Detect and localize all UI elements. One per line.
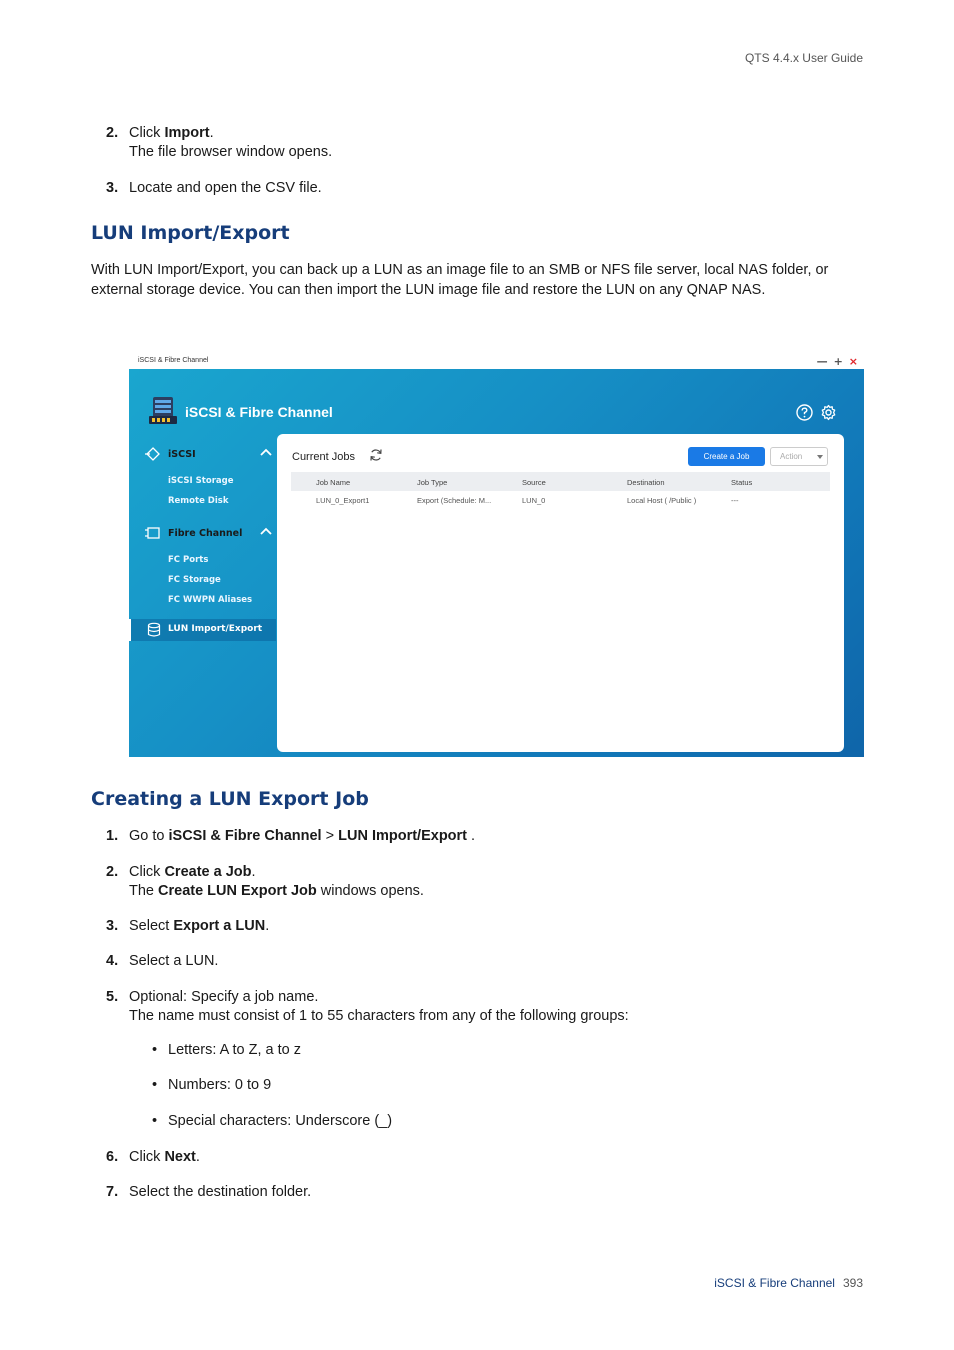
fibre-channel-icon <box>145 526 161 540</box>
minimize-icon[interactable]: — <box>816 355 828 368</box>
step-number: 1. <box>106 828 119 844</box>
step-text: Click <box>129 1149 165 1165</box>
list-item: • Numbers: 0 to 9 <box>152 1077 272 1093</box>
step-number: 6. <box>106 1149 119 1165</box>
iscsi-icon <box>145 447 161 461</box>
step-3-locate <box>106 179 322 198</box>
step-text: The <box>129 883 159 899</box>
chevron-up-icon[interactable] <box>260 447 272 457</box>
step-text: Optional: Specify a job name. <box>129 989 319 1005</box>
table-cell: --- <box>731 496 739 505</box>
help-icon[interactable] <box>796 404 813 421</box>
database-icon <box>146 622 162 638</box>
column-header[interactable]: Source <box>522 478 546 487</box>
nav-group-iscsi[interactable] <box>129 444 276 466</box>
step-text: Select a LUN. <box>129 953 219 969</box>
table-cell: LUN_0 <box>522 496 546 505</box>
step-bold: Create LUN Export Job <box>158 883 317 899</box>
step-text: windows opens. <box>316 883 424 899</box>
export-step-6 <box>106 1148 200 1167</box>
app-background <box>129 369 864 757</box>
section-heading-creating-lun-export-job: Creating a LUN Export Job <box>91 788 369 810</box>
column-header[interactable]: Job Name <box>316 478 351 487</box>
panel-title: Current Jobs <box>292 451 355 463</box>
step-subtext: The file browser window opens. <box>129 144 333 160</box>
step-text: . <box>195 1149 200 1165</box>
export-step-5 <box>106 988 629 1026</box>
window-titlebar <box>129 354 864 369</box>
section-heading-lun-import-export: LUN Import/Export <box>91 222 290 244</box>
maximize-icon[interactable]: + <box>833 355 843 368</box>
step-text: Go to <box>129 828 169 844</box>
step-bold: Import <box>164 125 210 141</box>
export-step-2 <box>106 863 424 901</box>
export-step-3 <box>106 917 269 936</box>
step-number: 2. <box>106 864 119 880</box>
step-number: 3. <box>106 918 119 934</box>
export-step-1 <box>106 827 475 846</box>
step-text: > <box>321 828 339 844</box>
step-bold: Create a Job <box>164 864 252 880</box>
page-header: QTS 4.4.x User Guide <box>744 51 863 65</box>
bullet-text: Letters: A to Z, a to z <box>168 1042 301 1058</box>
sidebar-item-fc-storage[interactable]: FC Storage <box>168 575 221 585</box>
sidebar-item-label: LUN Import/Export <box>168 624 263 634</box>
step-text: Click <box>129 125 165 141</box>
page-number: 393 <box>842 1276 863 1290</box>
step-text: . <box>251 864 256 880</box>
nav-group-label: iSCSI <box>168 449 196 460</box>
create-job-button[interactable]: Create a Job <box>688 447 765 466</box>
export-step-4 <box>106 952 218 971</box>
app-window-screenshot <box>129 354 864 757</box>
step-text: Locate and open the CSV file. <box>129 180 322 196</box>
step-bold: iSCSI & Fibre Channel <box>168 828 322 844</box>
bullet-text: Numbers: 0 to 9 <box>168 1077 272 1093</box>
storage-server-icon <box>146 394 180 428</box>
bullet-text: Special characters: Underscore (_) <box>168 1113 393 1129</box>
close-icon[interactable]: × <box>848 355 858 368</box>
sidebar-item-iscsi-storage[interactable]: iSCSI Storage <box>168 476 234 486</box>
gear-icon[interactable] <box>820 404 837 421</box>
page-footer <box>714 1276 863 1290</box>
column-header[interactable]: Job Type <box>417 478 448 487</box>
table-cell: Local Host ( /Public ) <box>627 496 697 505</box>
footer-section: iSCSI & Fibre Channel <box>714 1276 835 1290</box>
step-number: 2. <box>106 125 119 141</box>
export-step-7 <box>106 1183 311 1202</box>
action-label: Action <box>780 452 803 461</box>
step-text: . <box>265 918 270 934</box>
table-cell: Export (Schedule: M... <box>417 496 492 505</box>
step-number: 7. <box>106 1184 119 1200</box>
step-text: Click <box>129 864 165 880</box>
step-subtext <box>129 882 424 901</box>
step-text: . <box>467 828 476 844</box>
action-dropdown[interactable] <box>770 447 828 466</box>
list-item: • Letters: A to Z, a to z <box>152 1042 301 1058</box>
current-jobs-panel <box>277 434 844 752</box>
list-item: • Special characters: Underscore (_) <box>152 1113 393 1129</box>
step-bold: Export a LUN <box>173 918 266 934</box>
chevron-up-icon[interactable] <box>260 526 272 536</box>
refresh-icon[interactable] <box>369 448 383 462</box>
step-number: 5. <box>106 989 119 1005</box>
step-number: 3. <box>106 180 119 196</box>
sidebar-item-fc-ports[interactable]: FC Ports <box>168 555 209 565</box>
column-header[interactable]: Destination <box>627 478 665 487</box>
step-text: Select <box>129 918 174 934</box>
nav-group-fibre-channel[interactable] <box>129 523 276 545</box>
window-controls <box>811 355 858 368</box>
sidebar-item-fc-wwpn-aliases[interactable]: FC WWPN Aliases <box>168 595 253 605</box>
chevron-down-icon <box>817 455 823 459</box>
column-header[interactable]: Status <box>731 478 753 487</box>
app-title: iSCSI & Fibre Channel <box>185 404 333 420</box>
jobs-table-header <box>291 472 830 491</box>
sidebar-item-remote-disk[interactable]: Remote Disk <box>168 496 229 506</box>
step-subtext: The name must consist of 1 to 55 characters from any of the following groups: <box>129 1008 629 1024</box>
step-2-import <box>106 124 332 162</box>
table-cell: LUN_0_Export1 <box>316 496 370 505</box>
sidebar-item-lun-import-export[interactable] <box>129 619 276 641</box>
step-text: Select the destination folder. <box>129 1184 312 1200</box>
window-title: iSCSI & Fibre Channel <box>138 357 209 364</box>
section-paragraph: With LUN Import/Export, you can back up a LUN as an image file to an SMB or NFS file server, local NAS folder, or external storage device. You can then import the LUN image file and restore the LUN on any QNAP NAS. <box>91 262 829 298</box>
step-text: . <box>209 125 214 141</box>
step-bold: Next <box>164 1149 196 1165</box>
step-bold: LUN Import/Export <box>338 828 468 844</box>
nav-group-label: Fibre Channel <box>168 528 243 539</box>
step-number: 4. <box>106 953 119 969</box>
